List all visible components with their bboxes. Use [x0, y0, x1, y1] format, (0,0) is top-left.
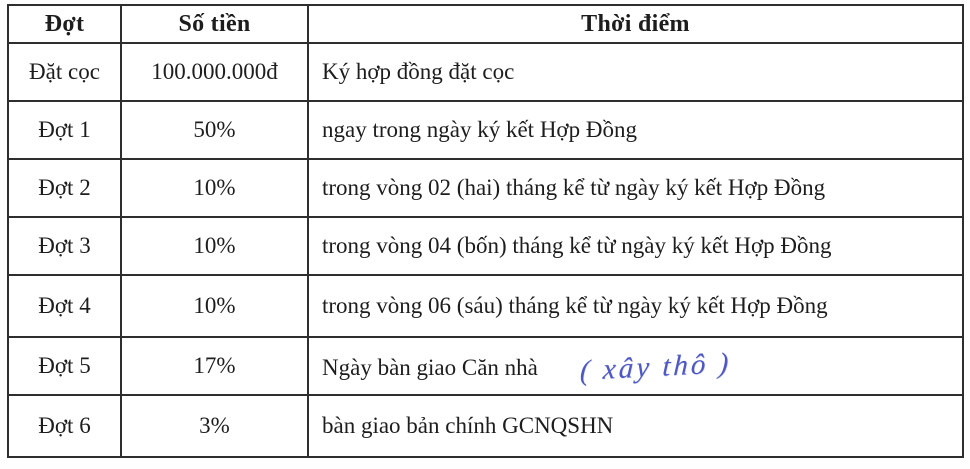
- header-row: [8, 5, 963, 43]
- cell-so-tien: 50%: [121, 101, 308, 159]
- handwritten-annotation: ( xây thô ): [579, 346, 733, 387]
- table-row-dot-2: [8, 159, 963, 217]
- cell-thoi-diem: trong vòng 04 (bốn) tháng kể từ ngày ký kết Hợp Đồng: [308, 217, 963, 275]
- cell-so-tien: 3%: [121, 395, 308, 457]
- cell-dot: Đặt cọc: [8, 43, 121, 101]
- cell-dot: Đợt 1: [8, 101, 121, 159]
- payment-schedule-table: [7, 4, 964, 458]
- table-row-dot-3: [8, 217, 963, 275]
- table-row-dot-5: [8, 337, 963, 395]
- cell-dot: Đợt 6: [8, 395, 121, 457]
- cell-so-tien: 10%: [121, 159, 308, 217]
- cell-dot: Đợt 4: [8, 275, 121, 337]
- table-row-dat-coc: [8, 43, 963, 101]
- table-row-dot-6: [8, 395, 963, 457]
- cell-thoi-diem: bàn giao bản chính GCNQSHN: [308, 395, 963, 457]
- column-header-dot: Đợt: [8, 5, 121, 43]
- table-row-dot-1: [8, 101, 963, 159]
- cell-so-tien: 10%: [121, 275, 308, 337]
- column-header-so-tien: Số tiền: [121, 5, 308, 43]
- cell-thoi-diem: trong vòng 02 (hai) tháng kể từ ngày ký kết Hợp Đồng: [308, 159, 963, 217]
- cell-dot: Đợt 2: [8, 159, 121, 217]
- cell-thoi-diem: trong vòng 06 (sáu) tháng kể từ ngày ký kết Hợp Đồng: [308, 275, 963, 337]
- cell-dot: Đợt 3: [8, 217, 121, 275]
- cell-so-tien: 10%: [121, 217, 308, 275]
- cell-thoi-diem: Ký hợp đồng đặt cọc: [308, 43, 963, 101]
- cell-so-tien: 17%: [121, 337, 308, 395]
- cell-text: Ngày bàn giao Căn nhà: [322, 354, 538, 380]
- cell-so-tien: 100.000.000đ: [121, 43, 308, 101]
- table-row-dot-4: [8, 275, 963, 337]
- cell-thoi-diem: ngay trong ngày ký kết Hợp Đồng: [308, 101, 963, 159]
- cell-dot: Đợt 5: [8, 337, 121, 395]
- cell-thoi-diem: [308, 337, 963, 395]
- column-header-thoi-diem: Thời điểm: [308, 5, 963, 43]
